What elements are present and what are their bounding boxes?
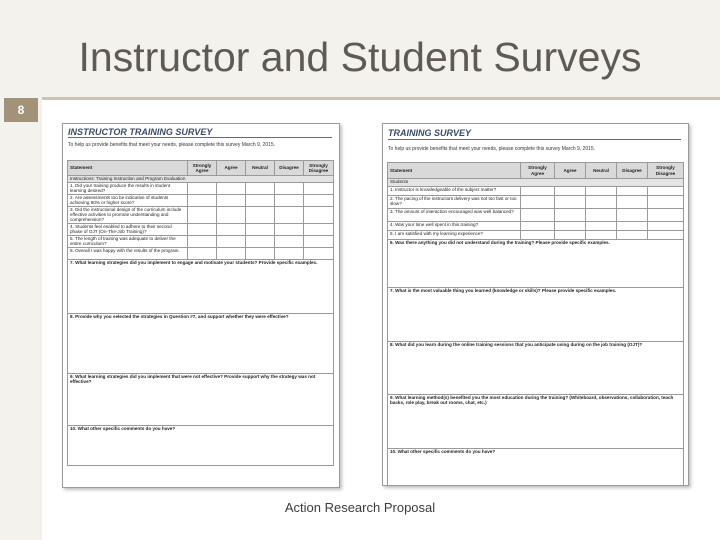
- rating-cell[interactable]: [555, 187, 586, 196]
- rating-cell[interactable]: [555, 231, 586, 240]
- rating-cell[interactable]: [246, 195, 275, 207]
- instructor-section-heading: Instructions: Training Instruction and Program Evaluation: [68, 176, 334, 183]
- rating-cell[interactable]: [188, 224, 217, 236]
- slide-footer: Action Research Proposal: [284, 500, 436, 515]
- rating-cell[interactable]: [521, 209, 555, 222]
- rating-cell[interactable]: [275, 195, 304, 207]
- rating-cell[interactable]: [617, 222, 648, 231]
- rating-cell[interactable]: [304, 224, 334, 236]
- instructor-col-strongly-disagree: Strongly Disagree: [304, 161, 334, 176]
- rating-cell[interactable]: [217, 183, 246, 195]
- rating-cell[interactable]: [617, 231, 648, 240]
- student-item-1: 1. Instructor is knowledgeable of the subject matter?: [388, 187, 521, 196]
- instructor-survey-title: INSTRUCTOR TRAINING SURVEY: [68, 127, 213, 137]
- rating-cell[interactable]: [304, 195, 334, 207]
- student-item-4: 4. Was your time well spent in this training?: [388, 222, 521, 231]
- title-divider: [42, 97, 720, 100]
- instructor-col-agree: Agree: [217, 161, 246, 176]
- student-item-3: 3. The amount of interaction encouraged was well balanced?: [388, 209, 521, 222]
- rating-cell[interactable]: [586, 231, 617, 240]
- student-survey-document: [382, 123, 689, 486]
- rating-cell[interactable]: [521, 196, 555, 209]
- rating-cell[interactable]: [648, 209, 684, 222]
- rating-cell[interactable]: [586, 196, 617, 209]
- rating-cell[interactable]: [246, 248, 275, 260]
- rating-cell[interactable]: [188, 236, 217, 248]
- rating-cell[interactable]: [304, 236, 334, 248]
- rating-cell[interactable]: [217, 236, 246, 248]
- rating-cell[interactable]: [521, 187, 555, 196]
- rating-cell[interactable]: [521, 231, 555, 240]
- rating-cell[interactable]: [648, 187, 684, 196]
- rating-cell[interactable]: [617, 196, 648, 209]
- instructor-open-question-7[interactable]: 7. What learning strategies did you implement to engage and motivate your students? Provide specific examples.: [68, 260, 334, 314]
- rating-cell[interactable]: [275, 236, 304, 248]
- instructor-title-rule: [68, 137, 332, 138]
- instructor-item-6: 6. Overall I was happy with the results of the program.: [68, 248, 188, 260]
- rating-cell[interactable]: [217, 224, 246, 236]
- slide-title: Instructor and Student Surveys: [78, 34, 642, 80]
- rating-cell[interactable]: [217, 248, 246, 260]
- instructor-open-question-9[interactable]: 9. What learning strategies did you implement that were not effective? Provide support why the strategy was not effective?: [68, 374, 334, 426]
- rating-cell[interactable]: [217, 207, 246, 224]
- instructor-open-question-10[interactable]: 10. What other specific comments do you have?: [68, 426, 334, 466]
- rating-cell[interactable]: [246, 183, 275, 195]
- rating-cell[interactable]: [586, 209, 617, 222]
- rating-cell[interactable]: [304, 207, 334, 224]
- rating-cell[interactable]: [586, 187, 617, 196]
- slide-number: 8: [4, 98, 38, 122]
- rating-cell[interactable]: [275, 183, 304, 195]
- student-open-question-8[interactable]: 8. What did you learn during the online training sessions that you anticipate using during on the job training (OJT)?: [388, 342, 684, 395]
- instructor-col-statement: Statement: [68, 161, 188, 176]
- student-item-5: 5. I am satisfied with my learning experience?: [388, 231, 521, 240]
- instructor-item-3: 3. Did the instructional design of the curriculum include effective activities to promote understanding and comprehension?: [68, 207, 188, 224]
- rating-cell[interactable]: [617, 187, 648, 196]
- rating-cell[interactable]: [586, 222, 617, 231]
- rating-cell[interactable]: [217, 195, 246, 207]
- instructor-survey-document: [62, 123, 340, 488]
- student-open-question-6[interactable]: 6. Was there anything you did not understand during the training? Please provide specific examples.: [388, 240, 684, 288]
- student-open-question-10[interactable]: 10. What other specific comments do you have?: [388, 449, 684, 487]
- instructor-item-5: 5. The length of training was adequate to deliver the entire curriculum?: [68, 236, 188, 248]
- student-col-strongly-disagree: Strongly Disagree: [648, 163, 684, 179]
- student-title-rule: [388, 139, 681, 140]
- rating-cell[interactable]: [555, 196, 586, 209]
- rating-cell[interactable]: [188, 183, 217, 195]
- instructor-open-question-8[interactable]: 8. Provide why you selected the strategies in Question #7, and support whether they were effective?: [68, 314, 334, 374]
- left-sidebar: [0, 98, 42, 540]
- rating-cell[interactable]: [648, 196, 684, 209]
- student-col-strongly-agree: Strongly Agree: [521, 163, 555, 179]
- rating-cell[interactable]: [648, 222, 684, 231]
- student-section-heading: Students: [388, 179, 684, 187]
- student-open-question-9[interactable]: 9. What learning method(s) benefited you the most education during the training? (Whiteboard, observations, collaboration, teach backs, role play, break out rooms, chat, etc.): [388, 395, 684, 449]
- instructor-col-strongly-agree: Strongly Agree: [188, 161, 217, 176]
- rating-cell[interactable]: [617, 209, 648, 222]
- student-survey-title: TRAINING SURVEY: [388, 128, 472, 138]
- rating-cell[interactable]: [246, 224, 275, 236]
- student-col-statement: Statement: [388, 163, 521, 179]
- rating-cell[interactable]: [304, 183, 334, 195]
- instructor-col-disagree: Disagree: [275, 161, 304, 176]
- rating-cell[interactable]: [188, 195, 217, 207]
- instructor-survey-table: [67, 160, 334, 466]
- student-survey-intro: To help us provide benefits that meet your needs, please complete this survey March 9, 2015.: [388, 146, 596, 152]
- rating-cell[interactable]: [555, 222, 586, 231]
- instructor-col-neutral: Neutral: [246, 161, 275, 176]
- rating-cell[interactable]: [648, 231, 684, 240]
- rating-cell[interactable]: [275, 207, 304, 224]
- student-survey-table: [387, 162, 684, 486]
- student-item-2: 2. The pacing of the instructors delivery was not too fast or too slow?: [388, 196, 521, 209]
- rating-cell[interactable]: [246, 236, 275, 248]
- student-col-agree: Agree: [555, 163, 586, 179]
- rating-cell[interactable]: [304, 248, 334, 260]
- rating-cell[interactable]: [521, 222, 555, 231]
- rating-cell[interactable]: [188, 248, 217, 260]
- instructor-item-4: 4. Students feel enabled to adhere to their second phase of OJT (On-The-Job Training)?: [68, 224, 188, 236]
- instructor-survey-intro: To help us provide benefits that meet your needs, please complete this survey March 9, 2015.: [68, 142, 276, 148]
- rating-cell[interactable]: [246, 207, 275, 224]
- rating-cell[interactable]: [275, 248, 304, 260]
- rating-cell[interactable]: [555, 209, 586, 222]
- instructor-item-1: 1. Did your training produce the results in student learning desired?: [68, 183, 188, 195]
- student-open-question-7[interactable]: 7. What is the most valuable thing you learned (knowledge or skills)? Please provide specific examples.: [388, 288, 684, 342]
- rating-cell[interactable]: [188, 207, 217, 224]
- rating-cell[interactable]: [275, 224, 304, 236]
- instructor-item-2: 2. Are assessments too be indicative of students achieving 80% or higher score?: [68, 195, 188, 207]
- student-col-neutral: Neutral: [586, 163, 617, 179]
- student-col-disagree: Disagree: [617, 163, 648, 179]
